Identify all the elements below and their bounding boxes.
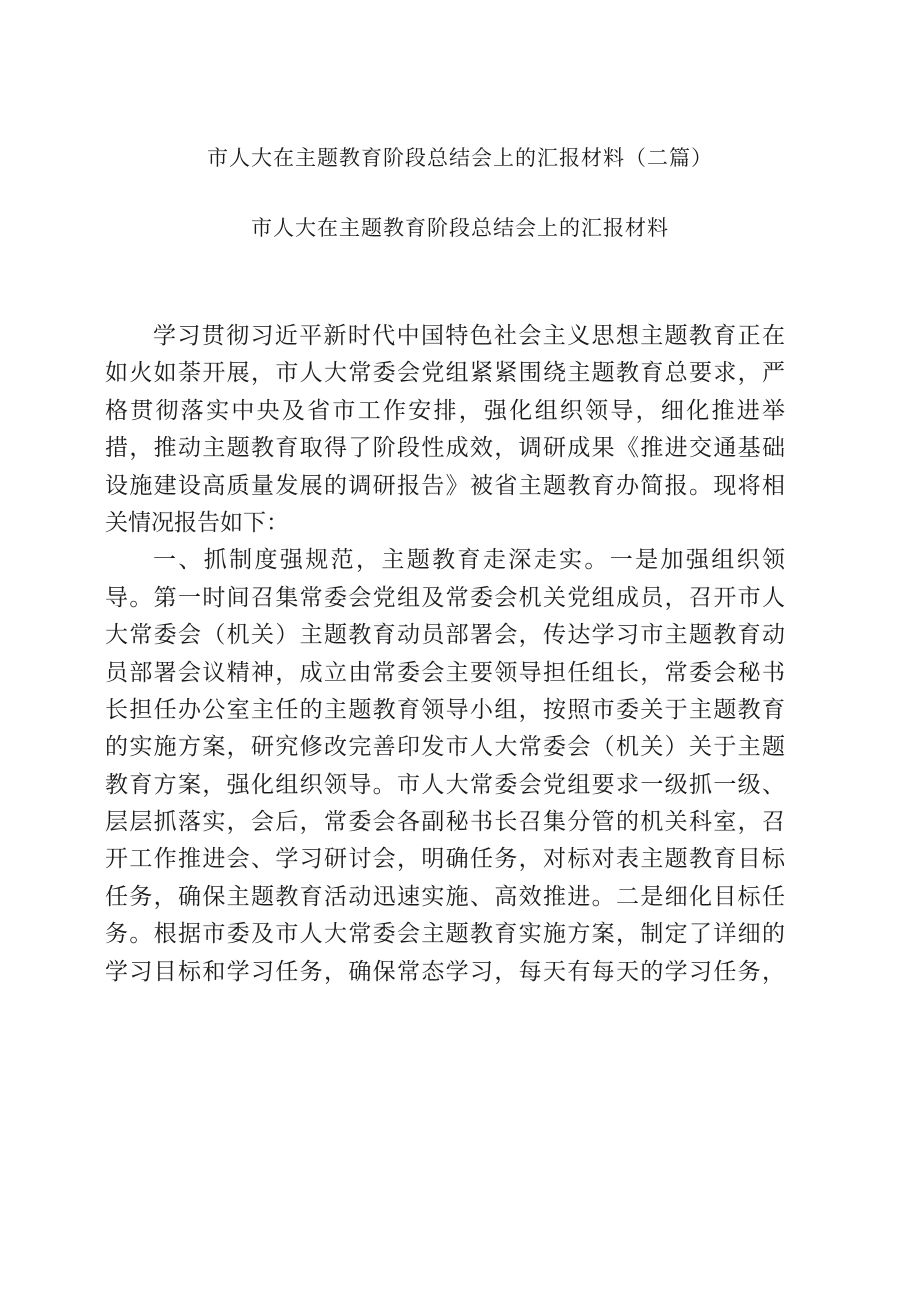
text-line: 学习贯彻习近平新时代中国特色社会主义思想主题教育正在	[153, 323, 785, 349]
text-line: 长担任办公室主任的主题教育领导小组，按照市委关于主题教育	[105, 696, 785, 723]
text-line: 导。第一时间召集常委会党组及常委会机关党组成员，召开市人	[105, 584, 785, 611]
text-line: 措，推动主题教育取得了阶段性成效，调研成果《推进交通基础	[105, 435, 785, 462]
text-line: 层层抓落实，会后，常委会各副秘书长召集分管的机关科室，召	[105, 809, 785, 836]
text-line: 设施建设高质量发展的调研报告》被省主题教育办简报。现将相	[105, 472, 785, 499]
text-line: 任务，确保主题教育活动迅速实施、高效推进。二是细化目标任	[105, 883, 785, 910]
text-line: 员部署会议精神，成立由常委会主要领导担任组长，常委会秘书	[105, 659, 785, 686]
document-body	[105, 318, 785, 991]
text-line: 格贯彻落实中央及省市工作安排，强化组织领导，细化推进举	[105, 397, 785, 424]
document-subtitle: 市人大在主题教育阶段总结会上的汇报材料	[251, 216, 669, 240]
text-line: 关情况报告如下：	[105, 509, 289, 536]
text-line: 务。根据市委及市人大常委会主题教育实施方案，制定了详细的	[105, 921, 785, 948]
text-line: 的实施方案，研究修改完善印发市人大常委会（机关）关于主题	[105, 734, 785, 761]
text-line: 教育方案，强化组织领导。市人大常委会党组要求一级抓一级、	[105, 771, 785, 798]
text-line: 学习目标和学习任务，确保常态学习，每天有每天的学习任务，	[105, 958, 785, 985]
paragraph-introduction	[105, 318, 785, 542]
text-line: 大常委会（机关）主题教育动员部署会，传达学习市主题教育动	[105, 622, 785, 649]
document-title: 市人大在主题教育阶段总结会上的汇报材料（二篇）	[207, 146, 713, 170]
text-line: 一、抓制度强规范，主题教育走深走实。一是加强组织领	[153, 547, 785, 574]
paragraph-section-one	[105, 542, 785, 991]
text-line: 如火如荼开展，市人大常委会党组紧紧围绕主题教育总要求，严	[105, 360, 785, 387]
text-line: 开工作推进会、学习研讨会，明确任务，对标对表主题教育目标	[105, 846, 785, 873]
